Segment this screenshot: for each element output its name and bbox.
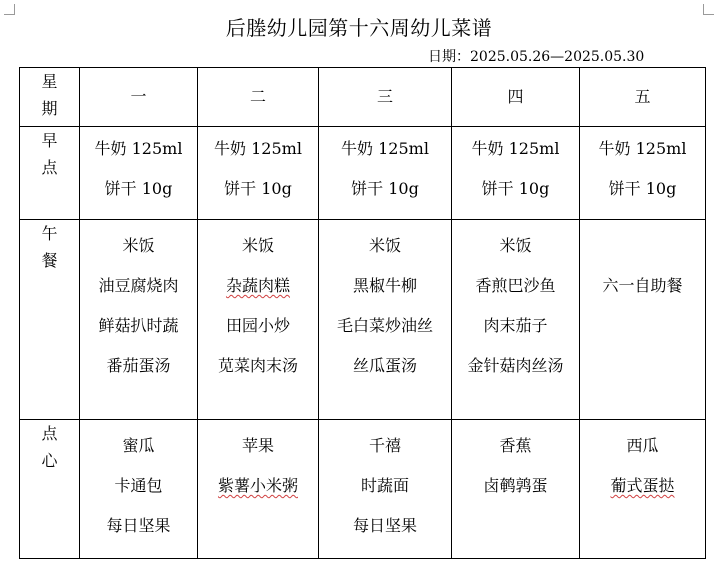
menu-cell <box>452 420 580 559</box>
table-row-lunch <box>20 220 706 420</box>
document-title: 后塍幼儿园第十六周幼儿菜谱 <box>225 16 493 40</box>
menu-item: 西瓜 <box>626 436 659 455</box>
menu-item: 苹果 <box>241 436 274 455</box>
vertical-label: 早 点 <box>41 131 58 177</box>
day-header-wed: 三 <box>319 68 452 127</box>
menu-item: 紫薯小米粥 <box>217 476 298 495</box>
menu-item: 番茄蛋汤 <box>106 356 171 375</box>
menu-item: 牛奶 125ml <box>598 139 687 158</box>
menu-item: 每日坚果 <box>352 516 417 535</box>
menu-item: 牛奶 125ml <box>94 139 183 158</box>
menu-item: 每日坚果 <box>106 516 171 535</box>
menu-cell <box>580 420 706 559</box>
header-label-cell <box>20 68 80 127</box>
menu-item: 丝瓜蛋汤 <box>352 356 417 375</box>
menu-item: 卡通包 <box>114 476 163 495</box>
menu-item: 米饭 <box>368 236 401 255</box>
menu-cell <box>452 127 580 220</box>
menu-cell <box>319 220 452 420</box>
menu-item: 米饭 <box>499 236 532 255</box>
menu-item: 卤鹌鹑蛋 <box>483 476 548 495</box>
menu-cell <box>580 220 706 420</box>
vertical-label: 午 餐 <box>41 224 58 270</box>
menu-item: 千禧 <box>368 436 401 455</box>
menu-item: 香蕉 <box>499 436 532 455</box>
weekly-menu-table <box>19 67 706 559</box>
menu-item: 饼干 10g <box>608 179 677 198</box>
menu-item: 苋菜肉末汤 <box>217 356 298 375</box>
menu-item: 田园小炒 <box>225 316 290 335</box>
menu-cell <box>452 220 580 420</box>
menu-item: 饼干 10g <box>224 179 292 198</box>
menu-cell <box>580 127 706 220</box>
menu-item: 米饭 <box>122 236 155 255</box>
date-range: 日期：2025.05.26—2025.05.30 <box>428 49 645 65</box>
table-row-breakfast <box>20 127 706 220</box>
row-label-lunch <box>20 220 80 420</box>
menu-item: 牛奶 125ml <box>471 139 560 158</box>
menu-item: 葡式蛋挞 <box>610 476 675 495</box>
row-label-breakfast <box>20 127 80 220</box>
menu-item: 杂蔬肉糕 <box>225 276 290 295</box>
menu-cell <box>80 127 198 220</box>
menu-item: 香煎巴沙鱼 <box>475 276 556 295</box>
menu-item: 毛白菜炒油丝 <box>336 316 433 335</box>
menu-cell <box>319 127 452 220</box>
menu-item: 黑椒牛柳 <box>352 276 417 295</box>
menu-cell <box>80 420 198 559</box>
menu-cell <box>198 220 319 420</box>
menu-cell <box>80 220 198 420</box>
menu-item: 六一自助餐 <box>602 276 683 295</box>
day-header-mon: 一 <box>80 68 198 127</box>
table-row-snack <box>20 420 706 559</box>
menu-cell <box>319 420 452 559</box>
menu-item: 肉末茄子 <box>483 316 548 335</box>
menu-item: 饼干 10g <box>351 179 419 198</box>
menu-item: 金针菇肉丝汤 <box>467 356 564 375</box>
day-header-fri: 五 <box>580 68 706 127</box>
day-header-thu: 四 <box>452 68 580 127</box>
menu-item: 饼干 10g <box>481 179 550 198</box>
menu-item: 牛奶 125ml <box>341 139 429 158</box>
menu-item: 时蔬面 <box>360 476 409 495</box>
vertical-label: 点 心 <box>41 424 58 470</box>
menu-item: 鲜菇扒时蔬 <box>98 316 179 335</box>
menu-cell <box>198 420 319 559</box>
menu-item: 油豆腐烧肉 <box>98 276 179 295</box>
menu-cell <box>198 127 319 220</box>
table-header-row <box>20 68 706 127</box>
menu-item: 牛奶 125ml <box>214 139 302 158</box>
menu-item: 米饭 <box>241 236 274 255</box>
row-label-snack <box>20 420 80 559</box>
vertical-label: 星 期 <box>41 72 58 118</box>
menu-item: 饼干 10g <box>104 179 173 198</box>
menu-item: 蜜瓜 <box>122 436 155 455</box>
day-header-tue: 二 <box>198 68 319 127</box>
